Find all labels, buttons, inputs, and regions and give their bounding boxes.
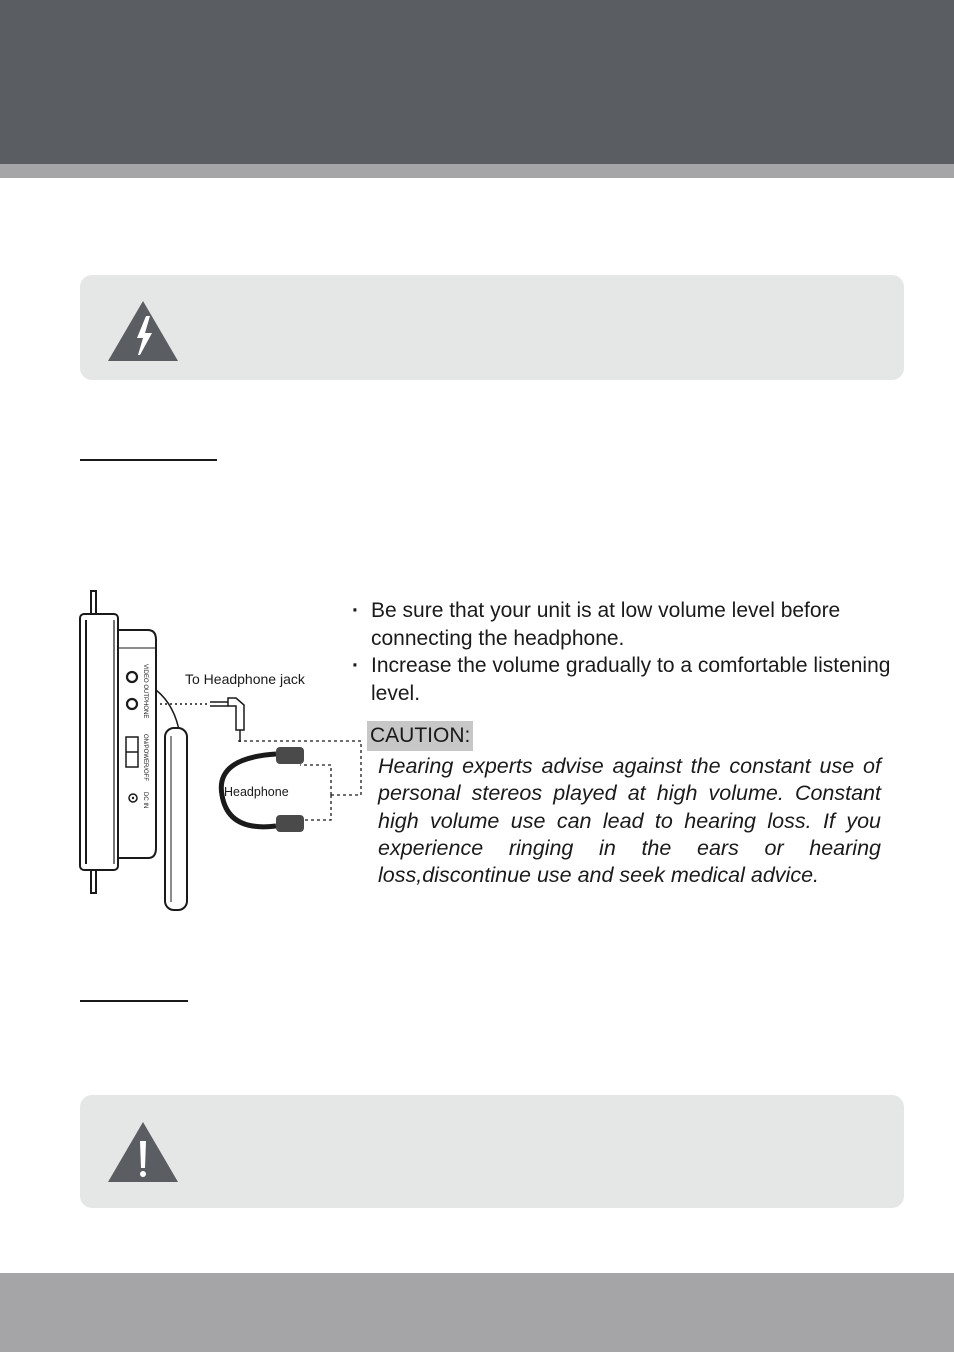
caution-text: Hearing experts advise against the constant use of personal stereos played at high volume. Constant high volume use can lead to hearing loss. If you experience ringing in the ears or hearing loss,discontinue use and seek medical advice.	[378, 754, 881, 888]
port-label-dc-in: DC IN	[142, 792, 148, 809]
headphone-jack-label: To Headphone jack	[185, 671, 305, 687]
instruction-item: · Increase the volume gradually to a comfortable listening level.	[352, 652, 892, 707]
instruction-item: · Be sure that your unit is at low volume level before connecting the headphone.	[352, 597, 892, 652]
port-label-power: ON/POWER/OFF	[142, 734, 148, 781]
headphone-label: Headphone	[224, 785, 289, 799]
exclamation-warning-icon	[107, 1121, 179, 1183]
port-label-video-out: VIDEO OUT	[142, 664, 148, 698]
section-underline-2	[80, 1000, 188, 1002]
headphone-connection-diagram	[0, 0, 400, 940]
port-label-phone: PHONE	[142, 697, 148, 719]
caution-label: CAUTION:	[367, 721, 473, 751]
general-warning-box	[80, 1095, 904, 1208]
instruction-list	[352, 597, 892, 707]
footer-band	[0, 1273, 954, 1352]
